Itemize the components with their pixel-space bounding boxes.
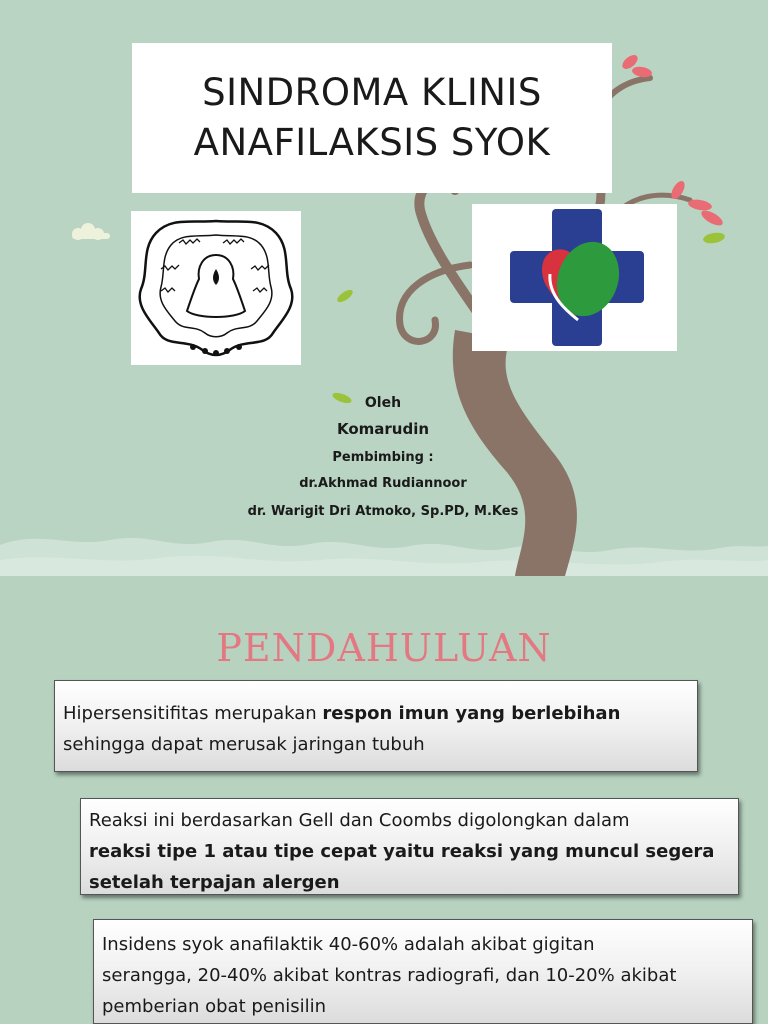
title-line-2: ANAFILAKSIS SYOK [193, 121, 551, 164]
by-label: Oleh [364, 395, 402, 411]
medical-cross-icon [472, 204, 677, 351]
university-emblem-logo [131, 211, 301, 365]
hospital-cross-logo [472, 204, 677, 351]
box1-line2: sehingga dapat merusak jaringan tubuh [63, 734, 425, 755]
emblem-icon [131, 211, 301, 365]
title-line-1: SINDROMA KLINIS [202, 71, 542, 114]
credits-block [200, 392, 566, 526]
box1-text: Hipersensitifitas merupakan [63, 703, 323, 724]
title-box [132, 43, 612, 193]
supervisor-2: dr. Warigit Dri Atmoko, Sp.PD, M.Kes [247, 504, 519, 519]
box2-line3 [89, 867, 730, 898]
hypersensitivity-box [54, 680, 698, 772]
introduction-slide [0, 576, 768, 1024]
supervisor-1: dr.Akhmad Rudiannoor [299, 476, 467, 491]
box3-line2: serangga, 20-40% akibat kontras radiografi, dan 10-20% akibat [102, 965, 677, 986]
author-name: Komarudin [336, 420, 430, 438]
box2-bold-1: reaksi tipe 1 atau tipe cepat yaitu reaksi yang muncul segera [89, 841, 715, 862]
box1-bold: respon imun yang berlebihan [322, 703, 621, 724]
supervisor-label: Pembimbing : [332, 450, 434, 465]
box2-line1: Reaksi ini berdasarkan Gell dan Coombs digolongkan dalam [89, 810, 630, 831]
box3-line3: pemberian obat penisilin [102, 996, 327, 1017]
box2-line2 [89, 836, 730, 867]
incidence-box [93, 919, 753, 1024]
box1-line1 [63, 698, 689, 729]
box2-bold-2: setelah terpajan alergen [89, 872, 340, 893]
section-title: PENDAHULUAN [216, 626, 552, 670]
box3-line1: Insidens syok anafilaktik 40-60% adalah akibat gigitan [102, 934, 595, 955]
gell-coombs-box [80, 798, 739, 895]
